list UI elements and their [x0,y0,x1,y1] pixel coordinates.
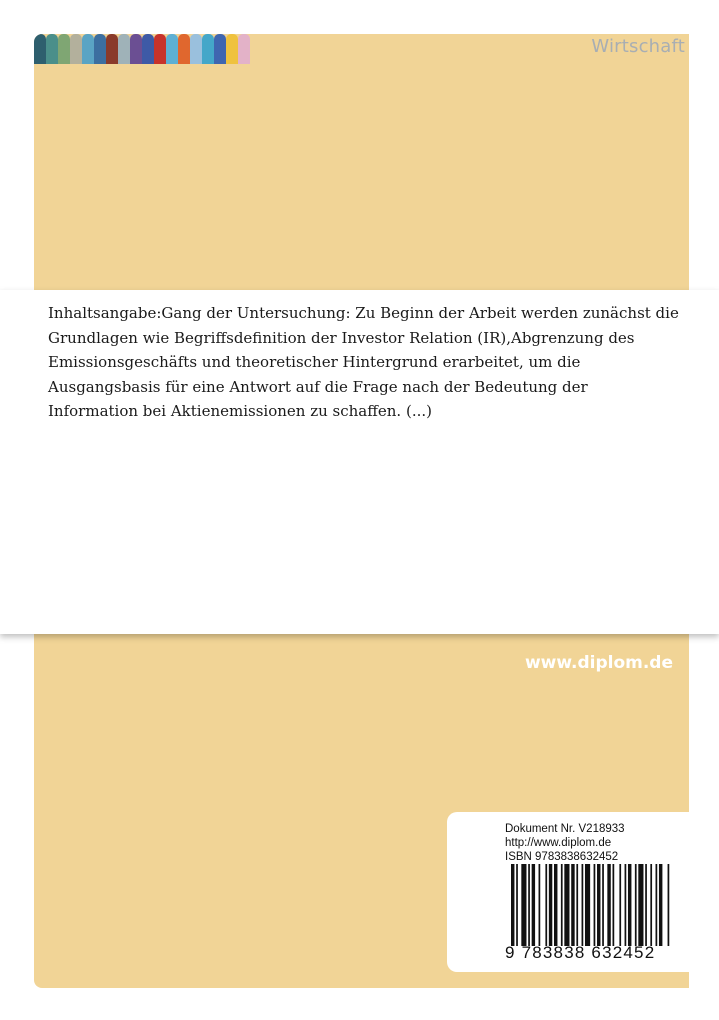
isbn-text: ISBN 9783838632452 [505,851,619,863]
barcode-bar [511,864,514,946]
barcode-bar [585,864,590,946]
barcode-bar [564,864,569,946]
barcode-bar [582,864,584,946]
color-stripe [166,34,178,64]
barcode-bar [602,864,604,946]
color-stripe [142,34,154,64]
barcode-bar [635,864,637,946]
color-stripe [238,34,250,64]
barcode-bar [625,864,627,946]
barcode-bar [613,864,615,946]
color-stripe [34,34,46,64]
color-stripe [154,34,166,64]
barcode-bar [561,864,563,946]
barcode-bar [528,864,530,946]
barcode-bar [594,864,596,946]
barcode-bar [607,864,610,946]
barcode-digits: 9 783838 632452 [505,943,656,962]
barcode-bar [521,864,526,946]
color-stripe [130,34,142,64]
color-stripe [94,34,106,64]
color-stripes [34,34,284,64]
color-stripe [70,34,82,64]
barcode-icon [511,864,671,946]
barcode-bar [597,864,600,946]
barcode-bar [554,864,557,946]
document-url: http://www.diplom.de [505,837,612,849]
color-stripe [58,34,70,64]
color-stripe [106,34,118,64]
color-stripe [214,34,226,64]
barcode-bar [645,864,647,946]
barcode-bar [659,864,662,946]
barcode-bar [628,864,631,946]
barcode-bar [638,864,643,946]
color-stripe [178,34,190,64]
barcode-bar [668,864,670,946]
barcode-bar [549,864,552,946]
color-stripe [118,34,130,64]
barcode-bar [571,864,574,946]
barcode-bar [545,864,547,946]
color-stripe [202,34,214,64]
color-stripe [46,34,58,64]
barcode-bar [656,864,658,946]
genre-label: Wirtschaft [591,36,685,57]
publisher-website: www.diplom.de [524,653,673,673]
document-info [505,822,625,864]
color-stripe [190,34,202,64]
barcode-bar [619,864,621,946]
barcode-bar [539,864,541,946]
color-stripe [82,34,94,64]
barcode-bar [576,864,578,946]
barcode-bar [650,864,652,946]
color-stripe [226,34,238,64]
barcode-bar [516,864,518,946]
barcode-bar [532,864,535,946]
blurb-text: Inhaltsangabe:Gang der Untersuchung: Zu Beginn der Arbeit werden zunächst die Grundlagen wie Begriffsdefinition der Investor Relation (IR),Abgrenzung des Emissionsgeschäfts und theoretischer Hintergrund erarbeitet, um die Ausgangsbasis für eine Antwort auf die Frage nach der Bedeutung der Information bei Aktienemissionen zu schaffen. (...) [48,304,679,420]
document-number: Dokument Nr. V218933 [505,823,625,835]
